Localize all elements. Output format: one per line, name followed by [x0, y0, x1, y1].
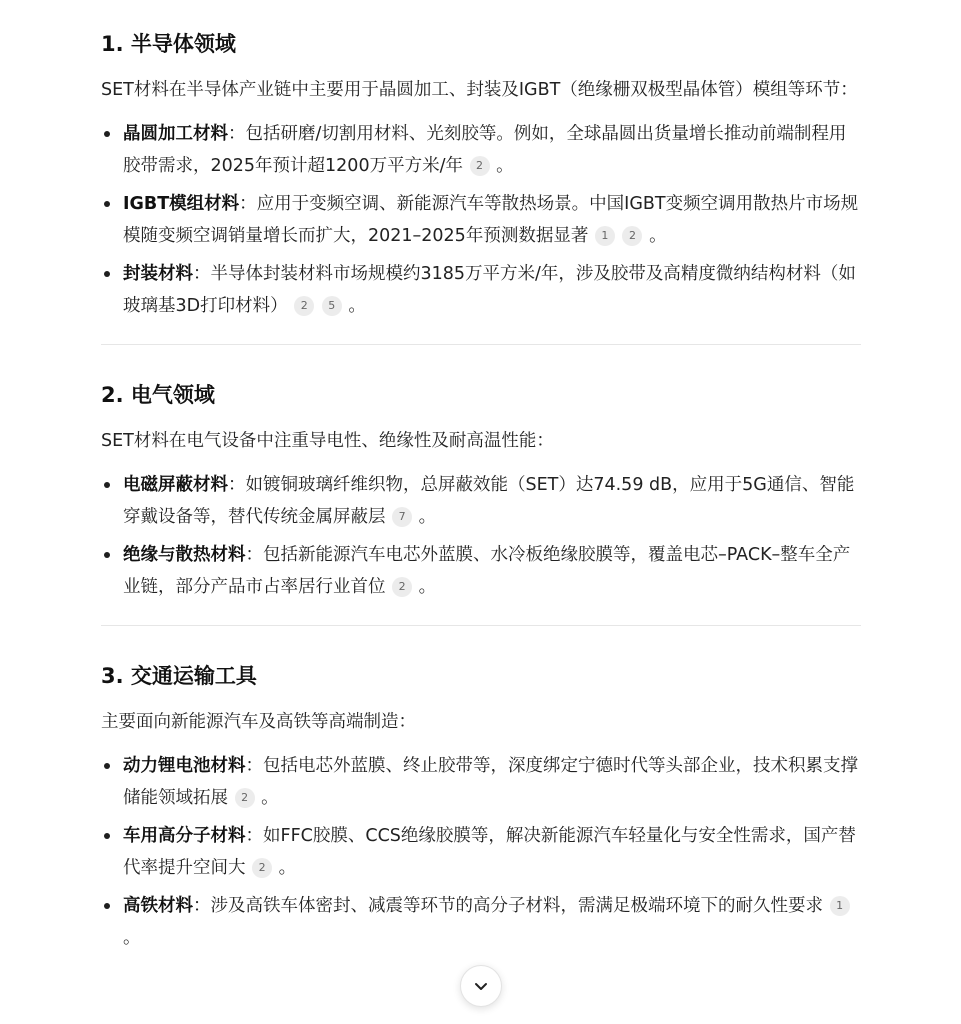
list-item — [101, 188, 861, 252]
list-item — [101, 258, 861, 322]
citation-badge[interactable]: 2 — [294, 296, 314, 316]
section-title-semiconductor: 1. 半导体领域 — [101, 32, 236, 56]
list-item — [101, 890, 861, 954]
item-term: 绝缘与散热材料 — [123, 545, 246, 565]
bullet-list — [101, 469, 861, 603]
sentence-end: 。 — [649, 226, 667, 246]
scroll-to-bottom-button[interactable] — [460, 965, 502, 1007]
citation-badge[interactable]: 5 — [322, 296, 342, 316]
section-intro: SET材料在半导体产业链中主要用于晶圆加工、封装及IGBT（绝缘栅双极型晶体管）模组等环节： — [101, 80, 858, 100]
item-term: 晶圆加工材料 — [123, 124, 228, 144]
bullet-dot-icon — [104, 903, 110, 909]
list-item — [101, 539, 861, 603]
section-title-electrical: 2. 电气领域 — [101, 383, 215, 407]
citation-badge[interactable]: 1 — [830, 896, 850, 916]
section-divider — [101, 344, 861, 345]
citation-badge[interactable]: 2 — [235, 788, 255, 808]
list-item — [101, 820, 861, 884]
bullet-dot-icon — [104, 201, 110, 207]
item-text: ：包括研磨/切割用材料、光刻胶等。例如，全球晶圆出货量增长推动前端制程用胶带需求，2025年预计超1200万平方米/年 — [123, 124, 847, 176]
item-text: ：包括新能源汽车电芯外蓝膜、水冷板绝缘胶膜等，覆盖电芯–PACK–整车全产业链，部分产品市占率居行业首位 — [123, 545, 851, 597]
chat-answer-content — [101, 26, 861, 960]
chevron-down-icon — [472, 977, 490, 995]
bullet-list — [101, 118, 861, 322]
item-text: ：半导体封装材料市场规模约3185万平方米/年，涉及胶带及高精度微纳结构材料（如玻璃基3D打印材料） — [123, 264, 856, 316]
citation-badge[interactable]: 2 — [622, 226, 642, 246]
sentence-end: 。 — [496, 156, 514, 176]
bullet-dot-icon — [104, 763, 110, 769]
section-divider — [101, 625, 861, 626]
item-term: IGBT模组材料 — [123, 194, 240, 214]
sentence-end: 。 — [278, 858, 297, 878]
list-item — [101, 118, 861, 182]
section-intro: SET材料在电气设备中注重导电性、绝缘性及耐高温性能： — [101, 431, 554, 451]
bullet-dot-icon — [104, 131, 110, 137]
item-text: ：包括电芯外蓝膜、终止胶带等，深度绑定宁德时代等头部企业，技术积累支撑储能领域拓展 — [123, 756, 858, 808]
sentence-end: 。 — [418, 577, 437, 597]
citation-badge[interactable]: 2 — [252, 858, 272, 878]
bullet-dot-icon — [104, 833, 110, 839]
citation-badge[interactable]: 7 — [392, 507, 412, 527]
bullet-dot-icon — [104, 482, 110, 488]
citation-badge[interactable]: 1 — [595, 226, 615, 246]
sentence-end: 。 — [123, 928, 141, 948]
citation-badge[interactable]: 2 — [392, 577, 412, 597]
item-term: 电磁屏蔽材料 — [123, 475, 228, 495]
sentence-end: 。 — [261, 788, 279, 808]
bullet-dot-icon — [104, 552, 110, 558]
sentence-end: 。 — [348, 296, 366, 316]
item-term: 封装材料 — [123, 264, 193, 284]
citation-badge[interactable]: 2 — [470, 156, 490, 176]
section-title-transportation: 3. 交通运输工具 — [101, 664, 257, 688]
sentence-end: 。 — [418, 507, 437, 527]
item-text: ：涉及高铁车体密封、减震等环节的高分子材料，需满足极端环境下的耐久性要求 — [193, 896, 823, 916]
section-intro: 主要面向新能源汽车及高铁等高端制造： — [101, 712, 416, 732]
item-term: 车用高分子材料 — [123, 826, 246, 846]
bullet-list — [101, 750, 861, 954]
item-text: ：如镀铜玻璃纤维织物，总屏蔽效能（SET）达74.59 dB，应用于5G通信、智能穿戴设备等，替代传统金属屏蔽层 — [123, 475, 855, 527]
list-item — [101, 469, 861, 533]
bullet-dot-icon — [104, 271, 110, 277]
item-term: 动力锂电池材料 — [123, 756, 246, 776]
item-text: ：应用于变频空调、新能源汽车等散热场景。中国IGBT变频空调用散热片市场规模随变频空调销量增长而扩大，2021–2025年预测数据显著 — [123, 194, 859, 246]
item-text: ：如FFC胶膜、CCS绝缘胶膜等，解决新能源汽车轻量化与安全性需求，国产替代率提升空间大 — [123, 826, 856, 878]
list-item — [101, 750, 861, 814]
item-term: 高铁材料 — [123, 896, 193, 916]
